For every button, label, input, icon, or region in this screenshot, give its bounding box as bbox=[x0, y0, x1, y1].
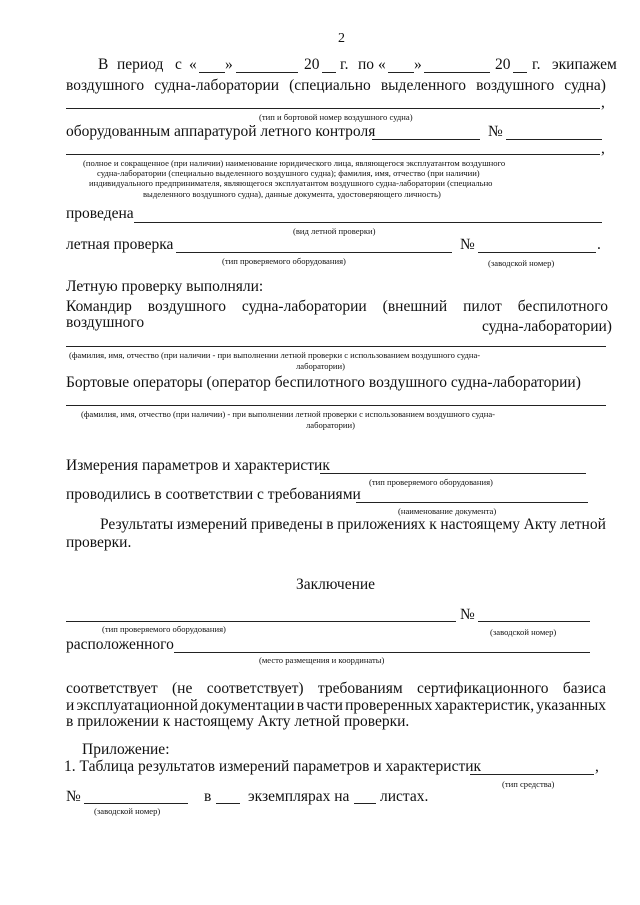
appendix-serial-field[interactable] bbox=[84, 803, 188, 804]
complies-w6: базиса bbox=[562, 680, 606, 697]
complies-l3: в приложении к настоящему Акту летной проверки. bbox=[66, 713, 410, 730]
num-sign-1: № bbox=[488, 123, 503, 140]
hint-location: (место размещения и координаты) bbox=[259, 655, 385, 665]
period-g2: г. bbox=[532, 56, 541, 73]
located-label: расположенного bbox=[66, 636, 174, 653]
period-dot: . bbox=[597, 236, 601, 253]
aircraft-w4: выделенного bbox=[380, 77, 467, 94]
board-operators: Бортовые операторы (оператор беспилотного воздушного судна-лаборатории) bbox=[66, 374, 581, 391]
hint-check-type: (вид летной проверки) bbox=[293, 226, 376, 236]
hint-operator-1: (полное и сокращенное (при наличии) наименование юридического лица, являющегося эксплуатантом воздушного bbox=[83, 158, 506, 168]
according-label: проводились в соответствии с требованиями bbox=[66, 486, 361, 503]
measurements-equipment-field[interactable] bbox=[320, 473, 586, 474]
commander-w2: воздушного bbox=[147, 298, 226, 315]
aircraft-w5: воздушного bbox=[476, 77, 555, 94]
complies-w1: соответствует bbox=[66, 680, 158, 697]
results-w9: летной bbox=[560, 516, 606, 533]
hint-serial2: (заводской номер) bbox=[490, 627, 557, 637]
hint-fio-uav-1: (фамилия, имя, отчество (при наличии - при выполнении летной проверки с использованием воздушного судна- bbox=[69, 350, 481, 360]
hint-fio-uav2-2: лаборатории) bbox=[306, 420, 355, 430]
complies2-w6: проверенных bbox=[345, 697, 433, 714]
equipment-field[interactable] bbox=[372, 139, 480, 140]
results-w4: в bbox=[326, 516, 334, 533]
results-line bbox=[100, 516, 606, 534]
location-field[interactable] bbox=[174, 652, 590, 653]
year-to-field[interactable] bbox=[513, 72, 527, 73]
commander-l2b: судна-лаборатории) bbox=[482, 318, 612, 335]
commander-name-field[interactable] bbox=[66, 346, 606, 347]
check-type-field[interactable] bbox=[134, 222, 602, 223]
results-w8: Акту bbox=[523, 516, 557, 533]
hint-equipment-type3: (тип проверяемого оборудования) bbox=[102, 624, 226, 634]
copies-label: экземплярах на bbox=[248, 788, 350, 805]
complies-w4: требованиям bbox=[317, 680, 403, 697]
measurements-label: Измерения параметров и характеристик bbox=[66, 457, 330, 474]
hint-serial: (заводской номер) bbox=[488, 258, 555, 268]
equipment-number-field[interactable] bbox=[506, 139, 602, 140]
complies2-w2: эксплуатационной bbox=[76, 697, 199, 714]
year-from: 20 bbox=[304, 56, 320, 73]
copies-count-field[interactable] bbox=[216, 803, 240, 804]
complies2-w4: в bbox=[296, 697, 305, 714]
num-sign-2: № bbox=[460, 236, 475, 253]
aircraft-w2: судна-лаборатории bbox=[154, 77, 280, 94]
complies2-w5: части bbox=[306, 697, 343, 714]
results-w2: измерений bbox=[176, 516, 248, 533]
comma-3: , bbox=[595, 758, 599, 775]
results-l2: проверки. bbox=[66, 534, 132, 551]
complies2-w1: и bbox=[66, 697, 75, 714]
aircraft-w3: (специально bbox=[289, 77, 371, 94]
hint-operator-2: судна-лаборатории (специально выделенного воздушного судна); фамилия, имя, отчество (при наличии) bbox=[97, 168, 480, 178]
aircraft-type-field[interactable] bbox=[66, 108, 600, 109]
day-from-field[interactable] bbox=[199, 72, 225, 73]
period-qopen: « bbox=[189, 56, 197, 73]
period-w3: с bbox=[175, 56, 182, 73]
hint-operator-3: индивидуального предпринимателя, являющегося эксплуатантом воздушного судна-лаборатории (специально bbox=[89, 178, 493, 188]
appendix-item: 1. Таблица результатов измерений параметров и характеристик bbox=[64, 758, 482, 775]
day-to-field[interactable] bbox=[388, 72, 414, 73]
complies2-w8: указанных bbox=[536, 697, 606, 714]
checked-equipment-field[interactable] bbox=[176, 252, 452, 253]
num-sign-3: № bbox=[460, 606, 475, 623]
period-g1: г. bbox=[340, 56, 349, 73]
hint-fio-uav2-1: (фамилия, имя, отчество (при наличии) - при выполнении летной проверки с использованием воздушного судна- bbox=[81, 409, 496, 419]
operator-field[interactable] bbox=[66, 154, 600, 155]
appendix-heading: Приложение: bbox=[82, 741, 170, 758]
commander-w3: судна-лаборатории bbox=[241, 298, 367, 315]
serial-number-field[interactable] bbox=[478, 252, 596, 253]
conclusion-equipment-field[interactable] bbox=[66, 621, 456, 622]
commander-line bbox=[66, 298, 608, 316]
board-operators-field[interactable] bbox=[66, 405, 606, 406]
commander-l2a: воздушного bbox=[66, 314, 145, 331]
complies2-w3: документации bbox=[200, 697, 295, 714]
month-from-field[interactable] bbox=[236, 72, 298, 73]
complies2-w7: характеристик, bbox=[434, 697, 535, 714]
hint-document: (наименование документа) bbox=[398, 506, 497, 516]
equipped-label: оборудованным аппаратурой летного контроля bbox=[66, 123, 376, 140]
results-w5: приложениях bbox=[337, 516, 426, 533]
aircraft-w1: воздушного bbox=[66, 77, 145, 94]
period-w2: период bbox=[117, 56, 164, 73]
aircraft-line bbox=[66, 77, 606, 95]
results-w1: Результаты bbox=[100, 516, 174, 533]
year-from-field[interactable] bbox=[322, 72, 336, 73]
period-crew: экипажем bbox=[552, 56, 617, 73]
performed-by: Летную проверку выполняли: bbox=[66, 278, 264, 295]
period-qclose: » bbox=[225, 56, 233, 73]
hint-tool-type: (тип средства) bbox=[502, 779, 555, 789]
results-w7: настоящему bbox=[440, 516, 521, 533]
conclusion-heading: Заключение bbox=[296, 576, 376, 593]
hint-serial3: (заводской номер) bbox=[94, 806, 161, 816]
hint-equipment-type2: (тип проверяемого оборудования) bbox=[369, 477, 493, 487]
commander-w5: пилот bbox=[463, 298, 502, 315]
year-to: 20 bbox=[495, 56, 511, 73]
sheets-label: листах. bbox=[380, 788, 429, 805]
period-w1: В bbox=[98, 56, 109, 73]
complies-w3: соответствует) bbox=[206, 680, 304, 697]
hint-operator-4: выделенного воздушного судна), данные документа, удостоверяющего личность) bbox=[143, 189, 441, 199]
tool-type-field[interactable] bbox=[470, 774, 594, 775]
period-po: по bbox=[358, 56, 375, 73]
hint-type-reg: (тип и бортовой номер воздушного судна) bbox=[259, 112, 413, 122]
conducted-label: проведена bbox=[66, 205, 134, 222]
results-w6: к bbox=[429, 516, 437, 533]
complies-line bbox=[66, 680, 606, 698]
results-w3: приведены bbox=[250, 516, 323, 533]
complies-w5: сертификационного bbox=[416, 680, 549, 697]
copies-v: в bbox=[204, 788, 212, 805]
comma-2: , bbox=[601, 140, 605, 157]
commander-w4: (внешний bbox=[382, 298, 448, 315]
commander-w1: Командир bbox=[66, 298, 132, 315]
num-sign-4: № bbox=[66, 788, 81, 805]
complies-w2: (не bbox=[172, 680, 193, 697]
conclusion-serial-field[interactable] bbox=[478, 621, 590, 622]
hint-fio-uav-2: лаборатории) bbox=[296, 361, 345, 371]
month-to-field[interactable] bbox=[424, 72, 490, 73]
flight-check-label: летная проверка bbox=[66, 236, 174, 253]
document-field[interactable] bbox=[356, 502, 588, 503]
period-q2open: « bbox=[378, 56, 386, 73]
aircraft-w6: судна) bbox=[564, 77, 606, 94]
sheets-count-field[interactable] bbox=[354, 803, 376, 804]
page-number: 2 bbox=[338, 31, 345, 46]
comma-1: , bbox=[601, 94, 605, 111]
commander-w6: беспилотного bbox=[517, 298, 608, 315]
period-q2close: » bbox=[414, 56, 422, 73]
hint-equipment-type: (тип проверяемого оборудования) bbox=[222, 256, 346, 266]
